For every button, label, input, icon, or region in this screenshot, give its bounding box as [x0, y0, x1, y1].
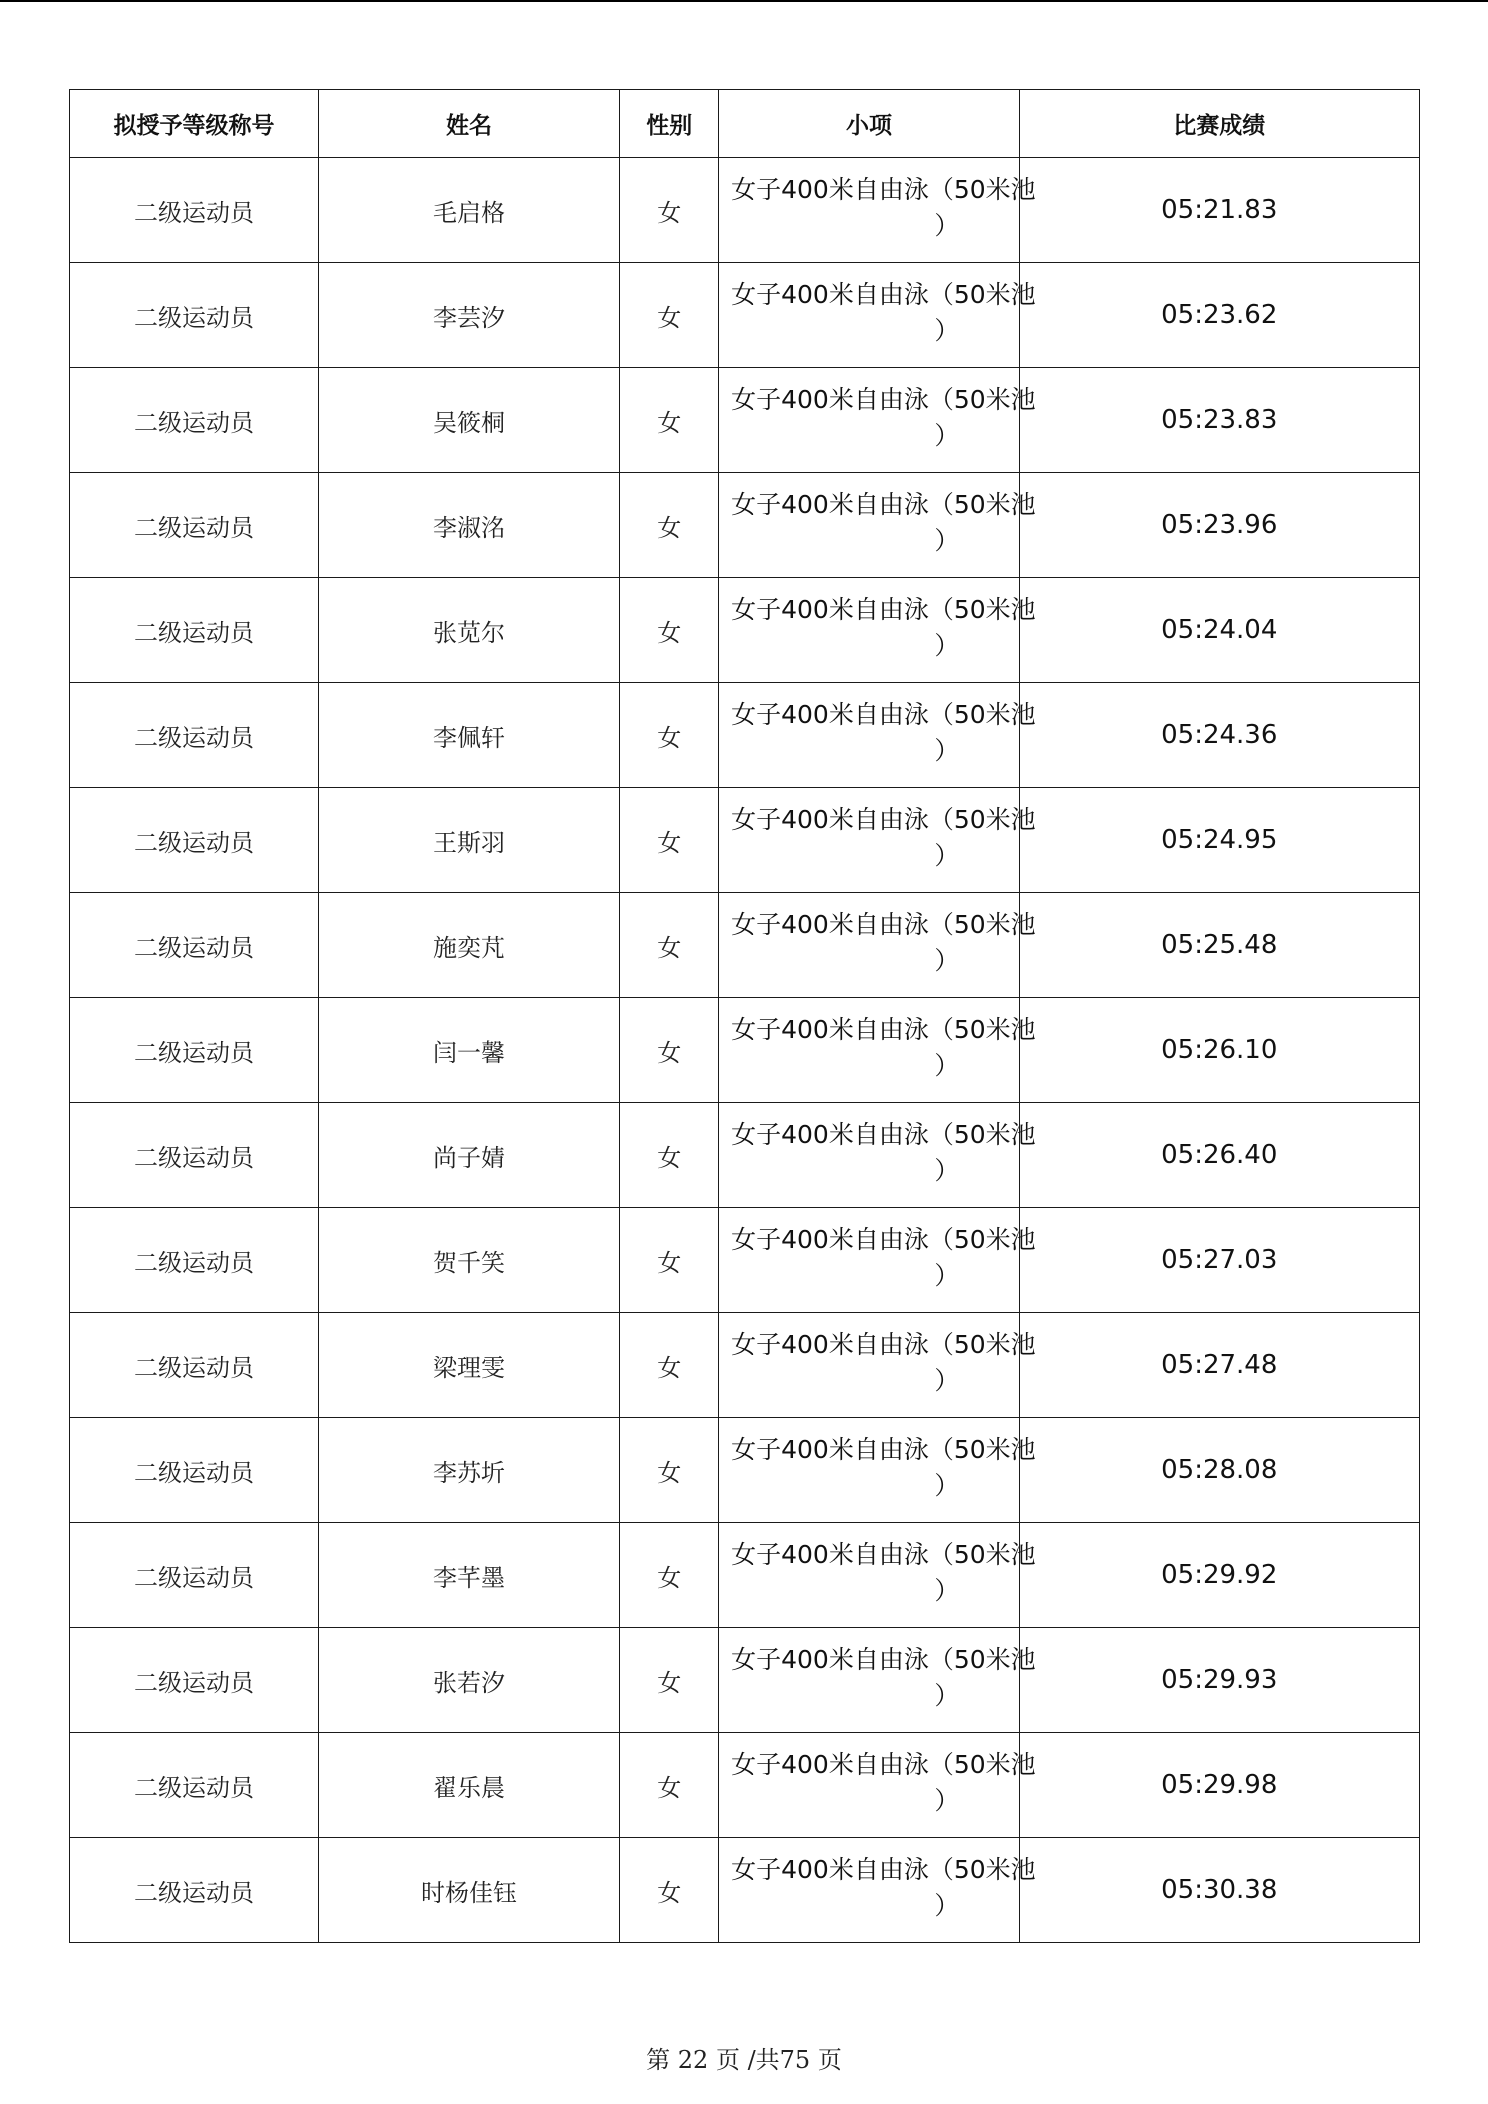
table-row [70, 1733, 1420, 1838]
cell-event [719, 263, 1036, 368]
cell-level: 二级运动员 [70, 1418, 319, 1523]
cell-event [719, 893, 1036, 998]
event-text [728, 1012, 1038, 1084]
cell-event [719, 788, 1036, 893]
event-text [728, 1747, 1038, 1819]
event-line-2: ） [934, 1366, 960, 1395]
cell-level: 二级运动员 [70, 1313, 319, 1418]
cell-gender: 女 [620, 1733, 719, 1838]
cell-gender: 女 [620, 1103, 719, 1208]
event-line-1: 女子400米自由泳（50米池 [731, 805, 1036, 834]
cell-name: 贺千笑 [318, 1208, 619, 1313]
cell-gender: 女 [620, 1523, 719, 1628]
cell-score: 05:23.96 [1019, 473, 1420, 578]
table-row [70, 998, 1420, 1103]
table-row [70, 368, 1420, 473]
cell-score: 05:30.38 [1019, 1838, 1420, 1943]
cell-score: 05:28.08 [1019, 1418, 1420, 1523]
event-line-1: 女子400米自由泳（50米池 [731, 1015, 1036, 1044]
table-row [70, 1103, 1420, 1208]
cell-level: 二级运动员 [70, 578, 319, 683]
table-row [70, 578, 1420, 683]
event-line-1: 女子400米自由泳（50米池 [731, 595, 1036, 624]
event-line-1: 女子400米自由泳（50米池 [731, 490, 1036, 519]
cell-score: 05:27.48 [1019, 1313, 1420, 1418]
cell-score: 05:26.10 [1019, 998, 1420, 1103]
table-row [70, 263, 1420, 368]
event-line-1: 女子400米自由泳（50米池 [731, 175, 1036, 204]
cell-name: 张苋尔 [318, 578, 619, 683]
event-line-1: 女子400米自由泳（50米池 [731, 1120, 1036, 1149]
cell-name: 王斯羽 [318, 788, 619, 893]
cell-gender: 女 [620, 683, 719, 788]
cell-gender: 女 [620, 1418, 719, 1523]
cell-event [719, 1628, 1036, 1733]
event-line-1: 女子400米自由泳（50米池 [731, 1540, 1036, 1569]
event-line-2: ） [934, 841, 960, 870]
cell-level: 二级运动员 [70, 788, 319, 893]
table-row [70, 893, 1420, 998]
cell-level: 二级运动员 [70, 1733, 319, 1838]
cell-name: 李苏圻 [318, 1418, 619, 1523]
event-line-1: 女子400米自由泳（50米池 [731, 910, 1036, 939]
cell-event [719, 683, 1036, 788]
cell-name: 李佩轩 [318, 683, 619, 788]
cell-gender: 女 [620, 368, 719, 473]
cell-event [719, 998, 1036, 1103]
cell-gender: 女 [620, 893, 719, 998]
header-event: 小项 [719, 90, 1019, 158]
cell-level: 二级运动员 [70, 263, 319, 368]
page-number-footer: 第 22 页 /共75 页 [646, 2046, 842, 2074]
cell-name: 李芸汐 [318, 263, 619, 368]
cell-level: 二级运动员 [70, 1628, 319, 1733]
table-row [70, 1628, 1420, 1733]
event-line-1: 女子400米自由泳（50米池 [731, 1645, 1036, 1674]
athlete-results-table [69, 89, 1420, 1943]
table-row [70, 473, 1420, 578]
page-top-rule [0, 0, 1488, 2]
table-row [70, 158, 1420, 263]
table-row [70, 1418, 1420, 1523]
cell-event [719, 368, 1036, 473]
cell-event [719, 1418, 1036, 1523]
header-level: 拟授予等级称号 [70, 90, 319, 158]
event-line-2: ） [934, 526, 960, 555]
event-text [728, 1642, 1038, 1714]
table-row [70, 1208, 1420, 1313]
cell-score: 05:21.83 [1019, 158, 1420, 263]
cell-level: 二级运动员 [70, 1103, 319, 1208]
event-line-2: ） [934, 1891, 960, 1920]
event-line-1: 女子400米自由泳（50米池 [731, 1330, 1036, 1359]
cell-score: 05:24.95 [1019, 788, 1420, 893]
event-line-2: ） [934, 1681, 960, 1710]
cell-score: 05:27.03 [1019, 1208, 1420, 1313]
table-row [70, 1313, 1420, 1418]
cell-level: 二级运动员 [70, 473, 319, 578]
cell-name: 施奕芃 [318, 893, 619, 998]
cell-event [719, 1733, 1036, 1838]
cell-name: 尚子婧 [318, 1103, 619, 1208]
cell-gender: 女 [620, 788, 719, 893]
event-text [728, 1852, 1038, 1924]
event-line-1: 女子400米自由泳（50米池 [731, 1225, 1036, 1254]
event-line-2: ） [934, 1471, 960, 1500]
event-line-2: ） [934, 631, 960, 660]
cell-level: 二级运动员 [70, 893, 319, 998]
cell-level: 二级运动员 [70, 998, 319, 1103]
event-line-2: ） [934, 316, 960, 345]
cell-event [719, 473, 1036, 578]
cell-name: 毛启格 [318, 158, 619, 263]
cell-event [719, 1838, 1036, 1943]
table-row [70, 1523, 1420, 1628]
table-body [70, 158, 1420, 1943]
event-text [728, 1537, 1038, 1609]
table-row [70, 788, 1420, 893]
event-line-2: ） [934, 946, 960, 975]
cell-event [719, 578, 1036, 683]
event-text [728, 487, 1038, 559]
cell-name: 吴筱桐 [318, 368, 619, 473]
event-text [728, 1222, 1038, 1294]
table-row [70, 1838, 1420, 1943]
cell-score: 05:23.62 [1019, 263, 1420, 368]
event-line-2: ） [934, 1786, 960, 1815]
header-gender: 性别 [620, 90, 719, 158]
cell-name: 张若汐 [318, 1628, 619, 1733]
event-text [728, 172, 1038, 244]
cell-level: 二级运动员 [70, 1523, 319, 1628]
cell-score: 05:26.40 [1019, 1103, 1420, 1208]
cell-level: 二级运动员 [70, 1838, 319, 1943]
cell-name: 李淑洺 [318, 473, 619, 578]
event-line-2: ） [934, 1261, 960, 1290]
event-line-1: 女子400米自由泳（50米池 [731, 385, 1036, 414]
cell-gender: 女 [620, 1208, 719, 1313]
event-text [728, 1327, 1038, 1399]
cell-score: 05:29.93 [1019, 1628, 1420, 1733]
event-text [728, 1432, 1038, 1504]
cell-gender: 女 [620, 473, 719, 578]
event-line-2: ） [934, 211, 960, 240]
cell-event [719, 158, 1036, 263]
event-line-1: 女子400米自由泳（50米池 [731, 1855, 1036, 1884]
cell-score: 05:25.48 [1019, 893, 1420, 998]
cell-gender: 女 [620, 158, 719, 263]
cell-level: 二级运动员 [70, 1208, 319, 1313]
cell-level: 二级运动员 [70, 158, 319, 263]
cell-gender: 女 [620, 578, 719, 683]
event-text [728, 907, 1038, 979]
event-text [728, 697, 1038, 769]
header-score: 比赛成绩 [1019, 90, 1420, 158]
event-text [728, 1117, 1038, 1189]
cell-name: 李芊墨 [318, 1523, 619, 1628]
cell-level: 二级运动员 [70, 683, 319, 788]
cell-score: 05:24.36 [1019, 683, 1420, 788]
cell-name: 梁理雯 [318, 1313, 619, 1418]
cell-score: 05:23.83 [1019, 368, 1420, 473]
cell-gender: 女 [620, 1838, 719, 1943]
event-text [728, 382, 1038, 454]
cell-event [719, 1313, 1036, 1418]
event-line-1: 女子400米自由泳（50米池 [731, 700, 1036, 729]
cell-level: 二级运动员 [70, 368, 319, 473]
cell-event [719, 1523, 1036, 1628]
cell-name: 翟乐晨 [318, 1733, 619, 1838]
table-row [70, 683, 1420, 788]
event-line-1: 女子400米自由泳（50米池 [731, 1435, 1036, 1464]
header-name: 姓名 [318, 90, 619, 158]
event-line-2: ） [934, 1156, 960, 1185]
event-line-2: ） [934, 1051, 960, 1080]
event-line-1: 女子400米自由泳（50米池 [731, 1750, 1036, 1779]
table-header-row [70, 90, 1420, 158]
cell-gender: 女 [620, 998, 719, 1103]
event-line-2: ） [934, 1576, 960, 1605]
event-text [728, 802, 1038, 874]
event-line-2: ） [934, 421, 960, 450]
cell-event [719, 1103, 1036, 1208]
cell-gender: 女 [620, 1628, 719, 1733]
cell-score: 05:29.92 [1019, 1523, 1420, 1628]
event-line-1: 女子400米自由泳（50米池 [731, 280, 1036, 309]
cell-gender: 女 [620, 263, 719, 368]
cell-name: 闫一馨 [318, 998, 619, 1103]
cell-name: 时杨佳钰 [318, 1838, 619, 1943]
cell-event [719, 1208, 1036, 1313]
cell-gender: 女 [620, 1313, 719, 1418]
cell-score: 05:24.04 [1019, 578, 1420, 683]
cell-score: 05:29.98 [1019, 1733, 1420, 1838]
event-text [728, 592, 1038, 664]
event-line-2: ） [934, 736, 960, 765]
event-text [728, 277, 1038, 349]
